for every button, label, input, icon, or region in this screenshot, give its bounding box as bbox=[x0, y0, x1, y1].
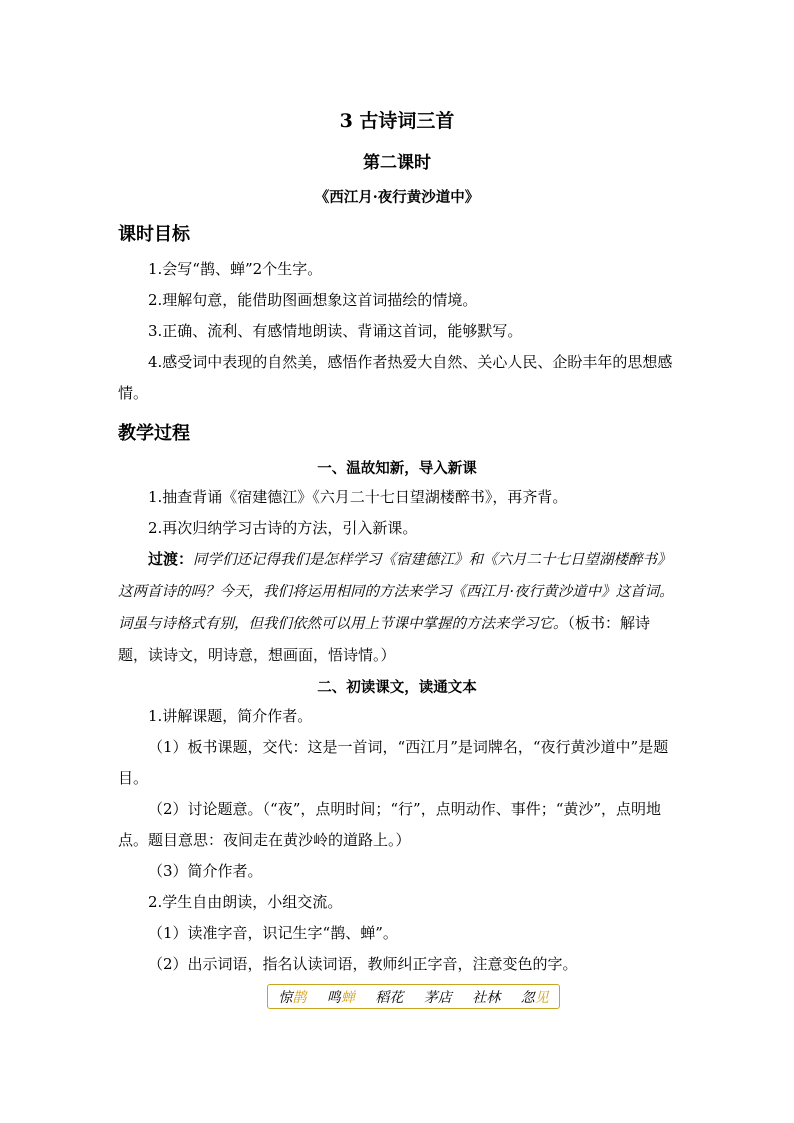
section-title: 二、初读课文，读通文本 bbox=[317, 679, 477, 696]
process-subitem: （2）讨论题意。（“夜”，点明时间；“行”，点明动作、事件；“黄沙”，点明地点。题目意思：夜间走在黄沙岭的道路上。） bbox=[118, 800, 662, 849]
vocab-word: 惊鹊 bbox=[278, 989, 307, 1006]
process-subitem: （3）简介作者。 bbox=[148, 862, 263, 880]
lesson-title: 3 古诗词三首 bbox=[339, 110, 455, 132]
vocab-word: 鸣蝉 bbox=[326, 989, 355, 1006]
process-item: 1.讲解课题，简介作者。 bbox=[148, 707, 313, 725]
vocab-word: 社林 bbox=[472, 989, 501, 1006]
process-heading: 教学过程 bbox=[118, 423, 190, 444]
process-item: 1.抽查背诵《宿建德江》《六月二十七日望湖楼醉书》，再齐背。 bbox=[148, 488, 568, 506]
board-note: （板书：解诗题，读诗文，明诗意，想画面，悟诗情。） bbox=[118, 614, 651, 664]
section-title: 一、温故知新，导入新课 bbox=[317, 460, 477, 477]
transition-text: 同学们还记得我们是怎样学习《宿建德江》和《六月二十七日望湖楼醉书》这两首诗的吗？今天，我们将运用相同的方法来学习《西江月·夜行黄沙道中》这首词。词虽与诗格式有别，但我们依然可以用上节课中掌握的方法来学习它。 bbox=[118, 552, 674, 632]
objective-item: 4.感受词中表现的自然美，感悟作者热爱大自然、关心人民、企盼丰年的思想感情。 bbox=[118, 353, 673, 402]
transition-paragraph bbox=[118, 544, 678, 671]
vocab-word: 忽见 bbox=[520, 989, 549, 1006]
objective-item: 2.理解句意，能借助图画想象这首词描绘的情境。 bbox=[148, 291, 478, 309]
vocab-word: 稻花 bbox=[375, 989, 404, 1006]
process-subitem: （1）板书课题，交代：这是一首词，“西江月”是词牌名，“夜行黄沙道中”是题目。 bbox=[118, 738, 669, 787]
vocabulary-box bbox=[267, 984, 560, 1009]
vocab-word: 茅店 bbox=[423, 989, 452, 1006]
lesson-subtitle: 第二课时 bbox=[363, 153, 431, 173]
process-item: 2.再次归纳学习古诗的方法，引入新课。 bbox=[148, 519, 418, 537]
poem-title: 《西江月·夜行黄沙道中》 bbox=[314, 189, 480, 206]
process-subitem: （2）出示词语，指名认读词语，教师纠正字音，注意变色的字。 bbox=[148, 955, 578, 973]
objectives-heading: 课时目标 bbox=[118, 224, 190, 245]
process-item: 2.学生自由朗读，小组交流。 bbox=[148, 893, 343, 911]
objective-item: 1.会写“鹊、蝉”2个生字。 bbox=[148, 260, 323, 278]
objective-item: 3.正确、流利、有感情地朗读、背诵这首词，能够默写。 bbox=[148, 322, 523, 340]
process-subitem: （1）读准字音，识记生字“鹊、蝉”。 bbox=[148, 924, 398, 942]
transition-label: 过渡： bbox=[148, 550, 194, 568]
